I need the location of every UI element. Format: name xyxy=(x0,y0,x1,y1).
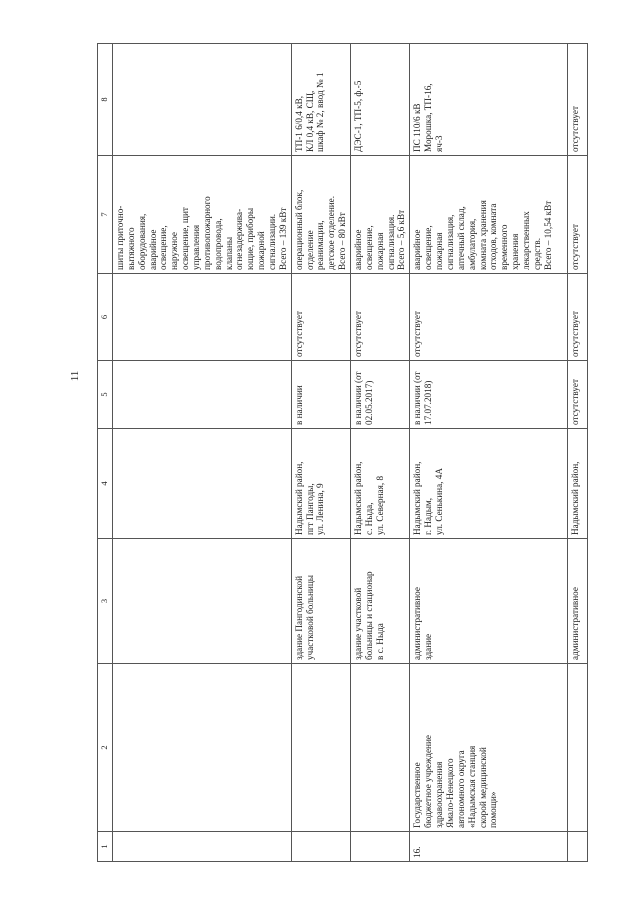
rotated-table-container xyxy=(97,44,607,862)
table-cell xyxy=(113,832,292,862)
table-cell: отсутствует xyxy=(568,274,588,361)
table-cell: в наличии xyxy=(291,361,350,429)
data-table xyxy=(97,43,588,862)
table-cell xyxy=(351,664,410,832)
table-cell: здание Пангодинской участковой больницы xyxy=(291,539,350,664)
table-cell: в наличии (от 17.07.2018) xyxy=(410,361,568,429)
table-cell xyxy=(113,664,292,832)
table-cell: 16. xyxy=(410,832,568,862)
table-cell: ТП-1 6/0,4 кВ, КЛ 0,4 кВ, СЩ, шкаф № 2, ввод № 1 xyxy=(291,44,350,156)
table-cell: отсутствует xyxy=(568,44,588,156)
table-cell xyxy=(113,539,292,664)
table-cell xyxy=(113,274,292,361)
table-cell: ДЭС-1, ТП-5, ф.-5 xyxy=(351,44,410,156)
table-cell: административное здание xyxy=(410,539,568,664)
table-cell: отсутствует xyxy=(568,361,588,429)
header-cell: 3 xyxy=(98,539,113,664)
table-cell xyxy=(351,832,410,862)
header-cell: 6 xyxy=(98,274,113,361)
table-cell: отсутствует xyxy=(410,274,568,361)
header-cell: 8 xyxy=(98,44,113,156)
header-cell: 4 xyxy=(98,429,113,539)
table-cell: отсутствует xyxy=(351,274,410,361)
table-cell xyxy=(291,664,350,832)
table-cell: аварийное освещение, пожарная сигнализация. Всего – 5,6 кВт xyxy=(351,156,410,274)
header-cell: 2 xyxy=(98,664,113,832)
table-cell: Надымский район, г. Надым, ул. Сенькина, 4А xyxy=(410,429,568,539)
table-row xyxy=(291,44,350,862)
table-cell xyxy=(113,44,292,156)
header-cell: 5 xyxy=(98,361,113,429)
table-cell xyxy=(113,361,292,429)
table-cell: здание участковой больницы и стационар в с. Ныда xyxy=(351,539,410,664)
table-cell: административное xyxy=(568,539,588,664)
table-row xyxy=(410,44,568,862)
table-cell: отсутствует xyxy=(291,274,350,361)
table-cell: Государственное бюджетное учреждение здравоохранения Ямало-Ненецкого автономного округа «Надымская станция скорой медицинской помощи» xyxy=(410,664,568,832)
table-cell xyxy=(291,832,350,862)
header-cell: 7 xyxy=(98,156,113,274)
table-cell: операционный блок, отделение реанимации, детское отделение. Всего – 80 кВт xyxy=(291,156,350,274)
table-cell: аварийное освещение, пожарная сигнализация, аптечный склад, амбулатория, комната хранения отходов, комната временного хранения лекарственных средств. Всего – 10,54 кВт xyxy=(410,156,568,274)
table-cell: Надымский район, xyxy=(568,429,588,539)
table-row xyxy=(568,44,588,862)
table-cell: Надымский район, пгт Пангоды, ул. Ленина, 9 xyxy=(291,429,350,539)
header-cell: 1 xyxy=(98,832,113,862)
table-cell xyxy=(568,832,588,862)
table-row xyxy=(351,44,410,862)
table-cell: в наличии (от 02.05.2017) xyxy=(351,361,410,429)
table-cell: отсутствует xyxy=(568,156,588,274)
header-row xyxy=(98,44,113,862)
table-cell xyxy=(568,664,588,832)
page-number: 11 xyxy=(69,370,81,382)
table-cell: Надымский район, с. Ныда, ул. Северная, 8 xyxy=(351,429,410,539)
table-row xyxy=(113,44,292,862)
table-cell: ПС 110/6 кВ Морошка, ТП-16, яч-3 xyxy=(410,44,568,156)
table-cell: шиты приточно- вытяжного оборудования, аварийное освещение, наружное освещение, щит управления противопожарного водопровода, клапаны огнезадержива- ющие, приборы пожарной сигнализации. Всего – 139 кВт xyxy=(113,156,292,274)
table-cell xyxy=(113,429,292,539)
